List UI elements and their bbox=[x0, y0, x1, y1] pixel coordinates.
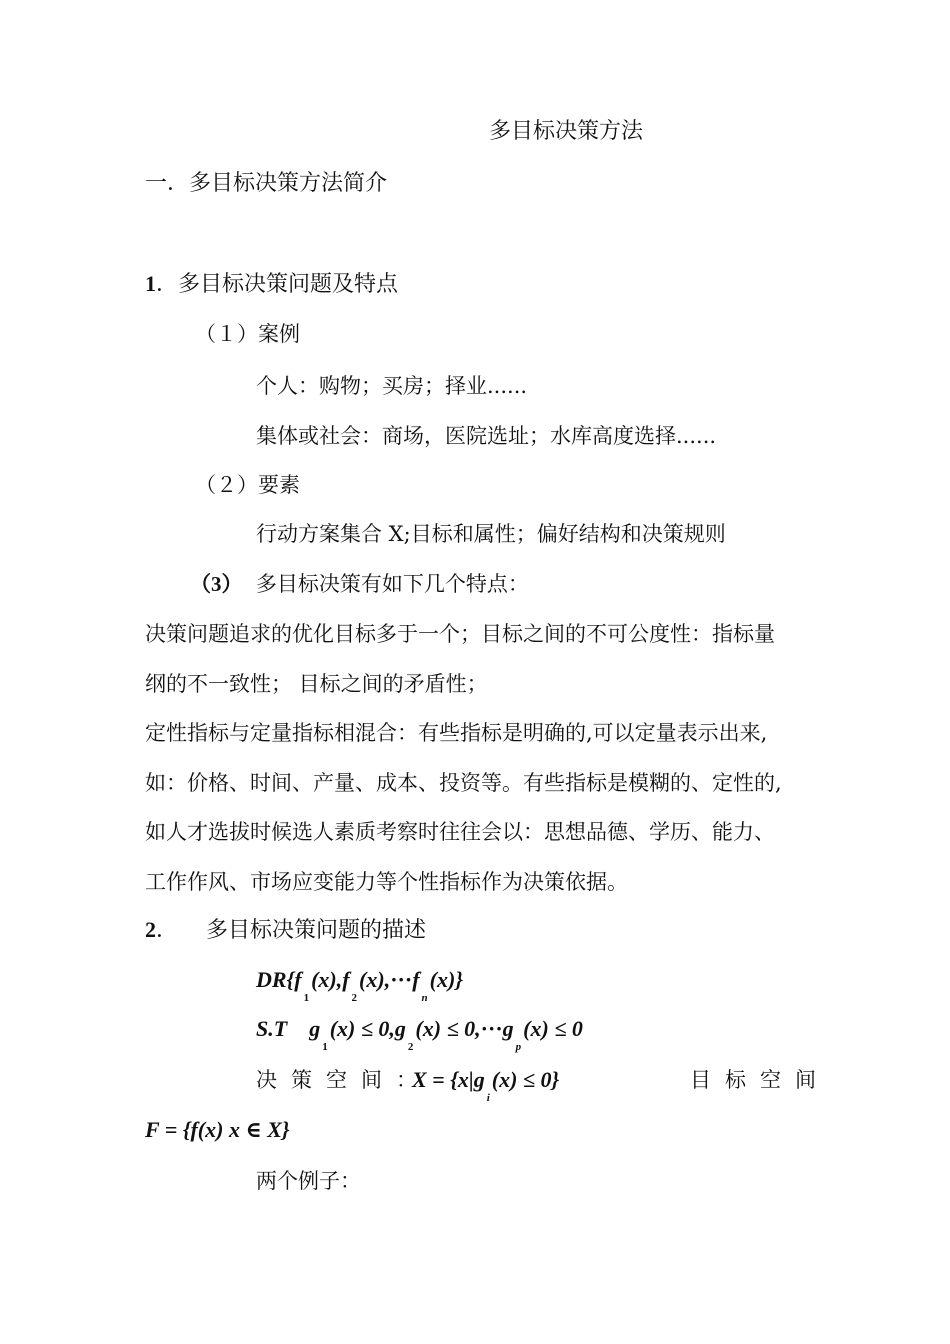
subsection-2-title: ． 多目标决策问题的描述 bbox=[156, 918, 426, 943]
paragraph-line: 如：价格、时间、产量、成本、投资等。有些指标是模糊的、定性的, bbox=[145, 771, 782, 795]
subsection-2-heading bbox=[145, 916, 426, 945]
paragraph-line: 决策问题追求的优化目标多于一个；目标之间的不可公度性：指标量 bbox=[145, 622, 775, 646]
paragraph-line: 定性指标与定量指标相混合：有些指标是明确的,可以定量表示出来, bbox=[145, 721, 768, 745]
section-heading: 一．多目标决策方法简介 bbox=[145, 171, 388, 196]
subsection-1-heading bbox=[145, 270, 398, 299]
case-line-collective: 集体或社会：商场，医院选址；水库高度选择...... bbox=[256, 424, 717, 448]
features-number: （3） bbox=[190, 572, 243, 596]
paragraph-line: 如人才选拔时候选人素质考察时往往会以：思想品德、学历、能力、 bbox=[145, 820, 775, 844]
page-title: 多目标决策方法 bbox=[489, 119, 644, 144]
elements-line: 行动方案集合 X;目标和属性；偏好结构和决策规则 bbox=[256, 522, 726, 546]
objective-space-label: 目标空间 bbox=[690, 1068, 830, 1092]
subsection-1-number: 1 bbox=[145, 271, 156, 296]
formula-dr: $DR\{f_1(x),f_2(x),\cdot\cdot\cdot f_n(x)\}$ bbox=[256, 967, 463, 1004]
case-line-personal: 个人：购物；买房；择业...... bbox=[256, 374, 528, 398]
paragraph-line: 纲的不一致性； 目标之间的矛盾性； bbox=[145, 672, 488, 696]
paragraph-line: 工作作风、市场应变能力等个性指标作为决策依据。 bbox=[145, 870, 628, 894]
decision-space-label: 决策空间： bbox=[256, 1068, 431, 1092]
features-text: 多目标决策有如下几个特点： bbox=[255, 572, 529, 596]
elements-label: （２）要素 bbox=[195, 473, 300, 497]
formula-st: S.T $g_1(x) \le 0,g_2(x) \le 0,\cdot\cdot\cdot g_p(x) \le 0$ bbox=[256, 1016, 583, 1053]
case-label: （１）案例 bbox=[195, 322, 300, 346]
features-label bbox=[190, 570, 529, 598]
subsection-2-number: 2 bbox=[145, 917, 156, 942]
objective-space-formula: F = {f(x) x ∈ X} bbox=[145, 1117, 290, 1142]
decision-space-formula: $X = \{x|g_i(x) \le 0\}$ bbox=[412, 1067, 560, 1104]
examples-label: 两个例子： bbox=[256, 1169, 361, 1193]
subsection-1-title: ．多目标决策问题及特点 bbox=[156, 272, 399, 297]
